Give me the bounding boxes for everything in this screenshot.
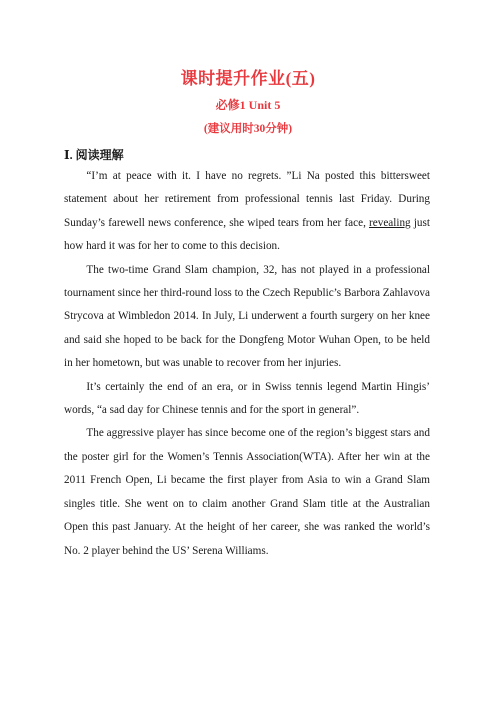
paragraph-1 <box>64 165 430 259</box>
page-subtitle: 必修1 Unit 5 <box>215 98 281 112</box>
paragraph-1-text-a: “I’m at peace with it. I have no regrets. ”Li Na posted this bittersweet statement about her retirement from professional tennis last Friday. During Sunday’s farewell news conference, she wiped tears from her face, <box>64 170 430 229</box>
underlined-word: revealing <box>369 216 411 229</box>
suggested-time-note: (建议用时30分钟) <box>203 123 293 135</box>
reading-passage <box>64 165 430 563</box>
paragraph-2: The two-time Grand Slam champion, 32, has not played in a professional tournament since her third-round loss to the Czech Republic’s Barbora Zahlavova Strycova at Wimbledon 2014. In July, Li underwent a fourth surgery on her knee and said she hoped to be back for the Dongfeng Motor Wuhan Open, to be held in her hometown, but was unable to recover from her injuries. <box>64 263 430 370</box>
paragraph-3: It’s certainly the end of an era, or in Swiss tennis legend Martin Hingis’ words, “a sad day for Chinese tennis and for the sport in general”. <box>64 380 430 417</box>
paragraph-1-text-b: just how hard it was for her to come to this decision. <box>64 216 430 253</box>
paragraph-4: The aggressive player has since become one of the region’s biggest stars and the poster girl for the Women’s Tennis Association(WTA). After her win at the 2011 French Open, Li became the first player from Asia to win a Grand Slam singles title. She went on to claim another Grand Slam title at the Australian Open this past January. At the height of her career, she was ranked the world’s No. 2 player behind the US’ Serena Williams. <box>64 427 430 557</box>
section-heading: Ⅰ. 阅读理解 <box>64 148 124 162</box>
page-title: 课时提升作业(五) <box>180 69 316 88</box>
